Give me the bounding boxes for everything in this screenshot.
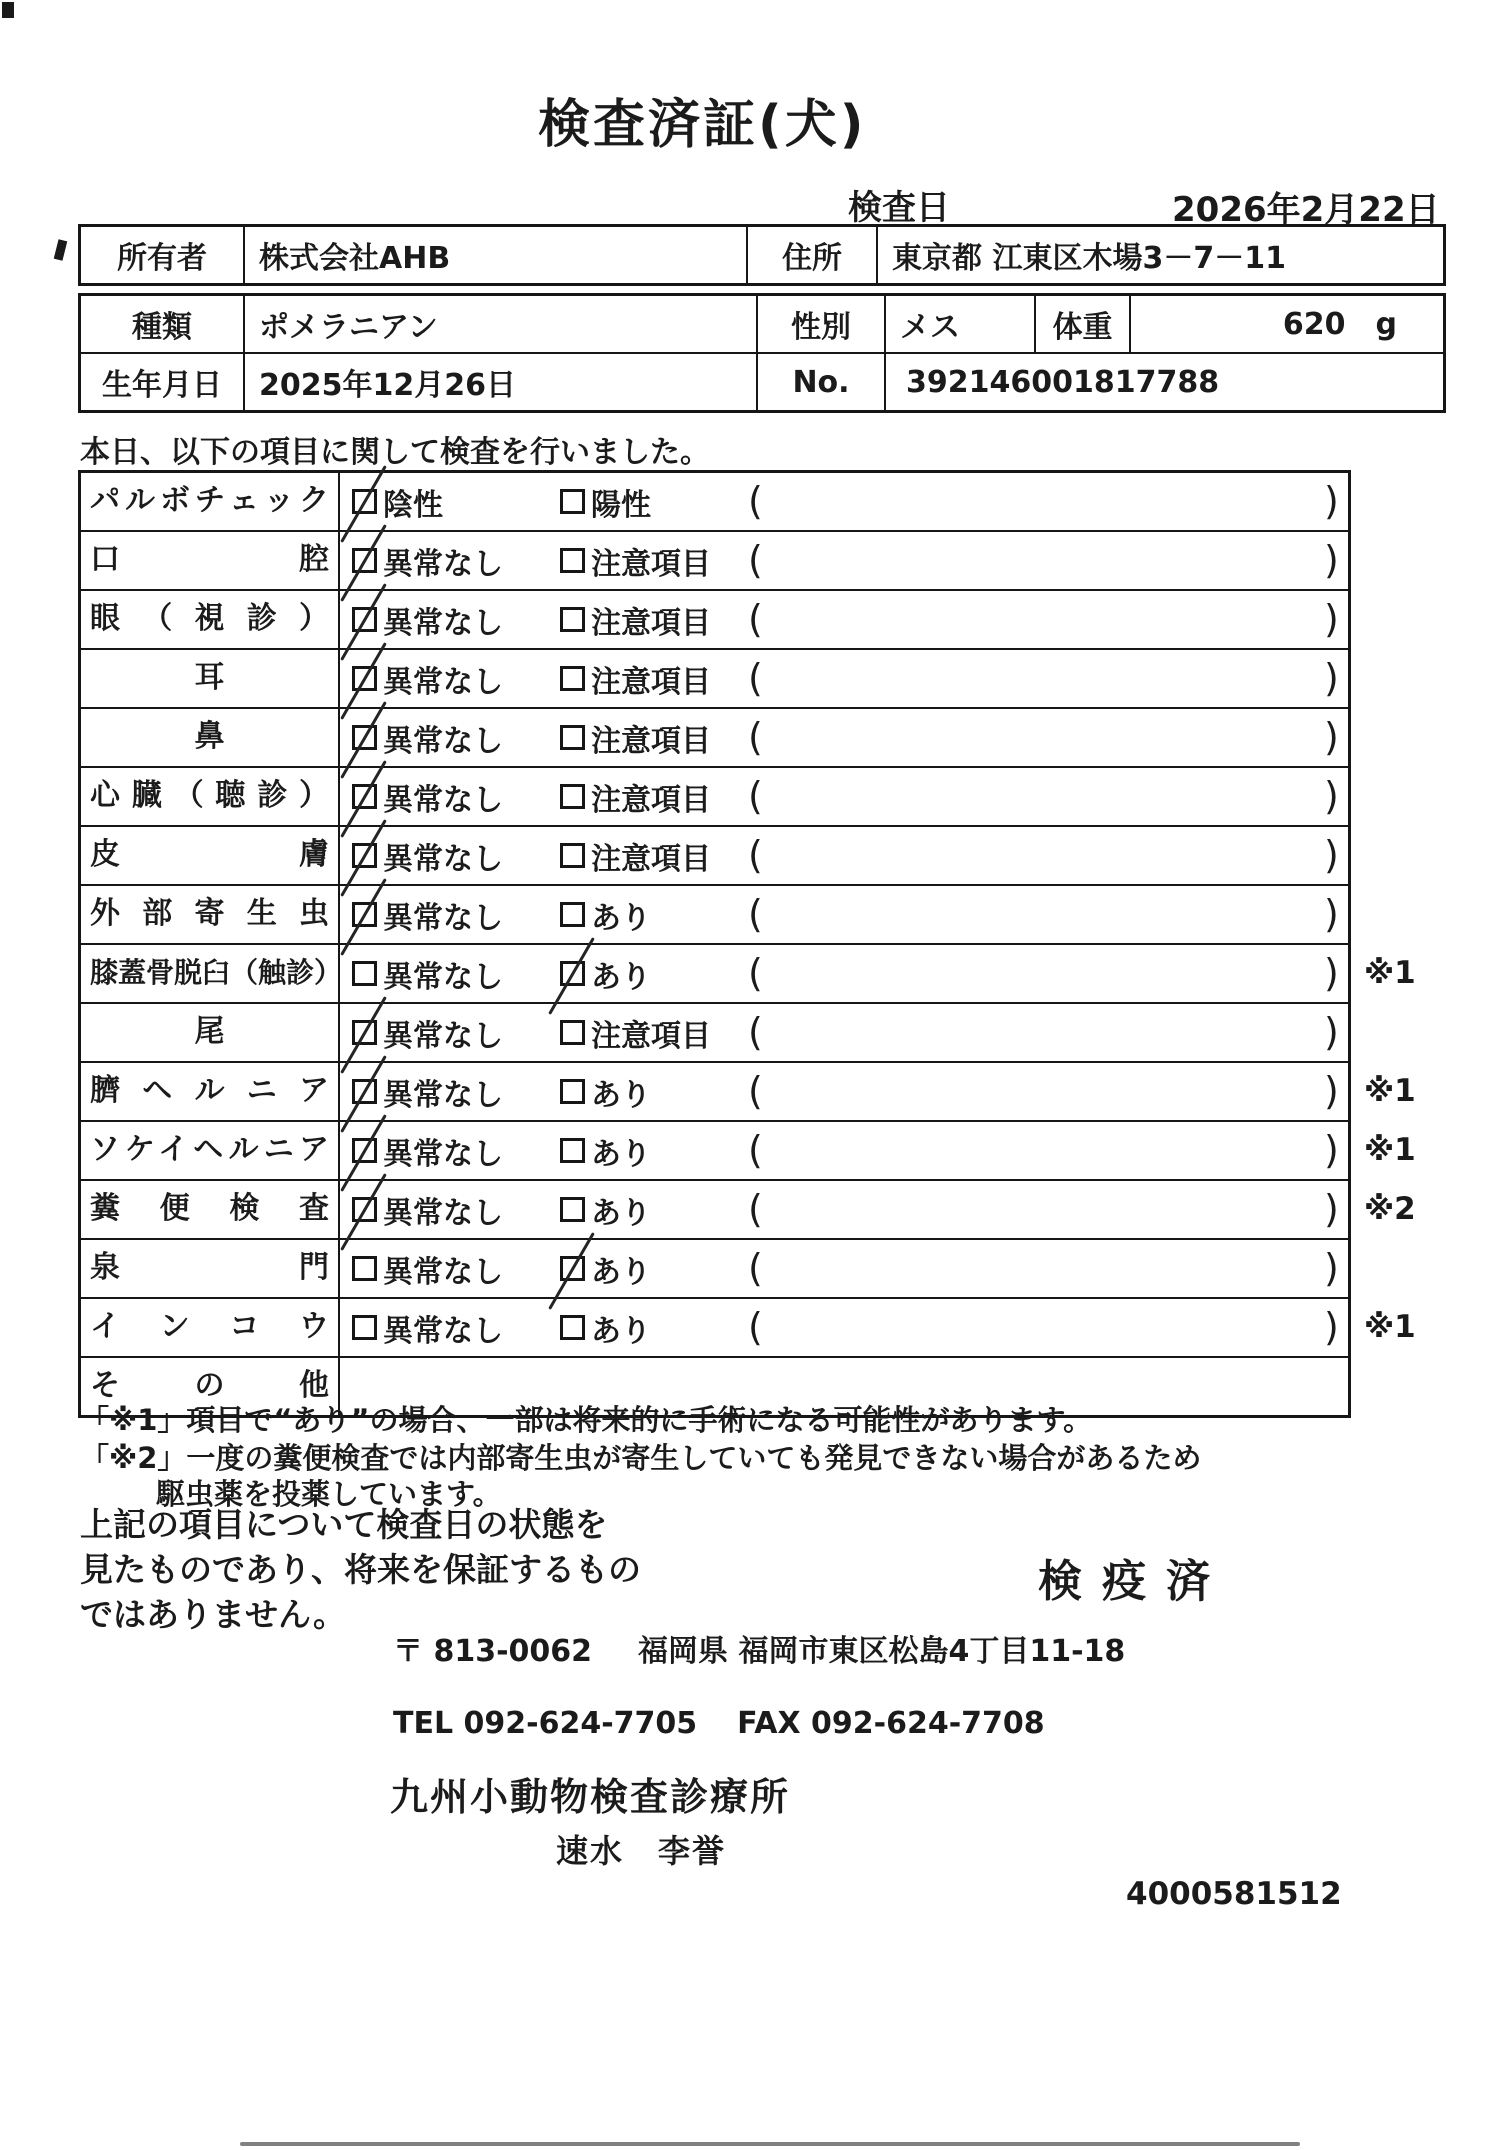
checkbox[interactable] <box>560 1315 585 1340</box>
disclaimer <box>80 1502 641 1637</box>
option-2 <box>560 1240 651 1297</box>
scan-artifact <box>2 2 14 18</box>
checklist-row <box>81 1063 1416 1122</box>
checkbox[interactable] <box>560 548 585 573</box>
paren-open: ( <box>748 892 763 936</box>
item-name: 鼻 <box>81 709 340 766</box>
checklist-row <box>81 1181 1416 1240</box>
owner-name: 株式会社AHB <box>245 227 748 283</box>
option-1 <box>352 1299 503 1356</box>
checkbox[interactable] <box>352 961 377 986</box>
row-options <box>340 650 1348 707</box>
paren-open: ( <box>748 538 763 582</box>
owner-label: 所有者 <box>81 227 245 283</box>
option-label: 注意項目 <box>591 1018 711 1054</box>
owner-table <box>78 224 1446 286</box>
item-name: 皮膚 <box>81 827 340 884</box>
checklist-row <box>81 945 1416 1004</box>
item-name: その他 <box>81 1358 340 1415</box>
option-1 <box>352 532 503 589</box>
item-name: インコウ <box>81 1299 340 1356</box>
scan-artifact <box>54 239 68 261</box>
disclaimer-line: 上記の項目について検査日の状態を <box>80 1505 608 1544</box>
breed-value: ポメラニアン <box>245 296 758 352</box>
option-1 <box>352 473 443 530</box>
item-name: 泉門 <box>81 1240 340 1297</box>
paren-close: ) <box>1324 1187 1339 1231</box>
checkbox[interactable] <box>560 1079 585 1104</box>
serial-number: 4000581512 <box>1126 1876 1342 1912</box>
option-2 <box>560 886 651 943</box>
option-1 <box>352 1122 503 1179</box>
clinic-phone-line <box>393 1706 1045 1741</box>
option-label: 異常なし <box>383 723 503 759</box>
row-options <box>340 1181 1348 1238</box>
fax-number: FAX 092-624-7708 <box>737 1706 1045 1741</box>
option-2 <box>560 945 651 1002</box>
row-options <box>340 591 1348 648</box>
option-label: あり <box>591 1254 651 1290</box>
note-2-line-2: 駆虫薬を投薬しています。 <box>156 1477 502 1511</box>
clinic-address-line <box>393 1626 1125 1670</box>
option-label: 注意項目 <box>591 841 711 877</box>
checklist-row <box>81 532 1348 591</box>
row-remark: ※1 <box>1364 1309 1416 1345</box>
item-name: パルボチェック <box>81 473 340 530</box>
item-name: 眼（視診） <box>81 591 340 648</box>
paren-close: ) <box>1324 538 1339 582</box>
row-options <box>340 1063 1348 1120</box>
option-2 <box>560 1299 651 1356</box>
row-options <box>340 532 1348 589</box>
row-remark: ※1 <box>1364 1073 1416 1109</box>
checklist-row <box>81 1122 1416 1181</box>
row-options <box>340 1122 1348 1179</box>
row-remark: ※1 <box>1364 955 1416 991</box>
number-label: No. <box>758 354 886 410</box>
option-1 <box>352 945 503 1002</box>
paren-close: ) <box>1324 1069 1339 1113</box>
option-1 <box>352 709 503 766</box>
examiner-name: 速水 李誉 <box>556 1832 727 1870</box>
pet-table <box>78 293 1446 413</box>
option-1 <box>352 1181 503 1238</box>
option-2 <box>560 650 711 707</box>
option-2 <box>560 532 711 589</box>
paren-open: ( <box>748 597 763 641</box>
option-label: 注意項目 <box>591 546 711 582</box>
paren-open: ( <box>748 951 763 995</box>
option-label: 異常なし <box>383 1254 503 1290</box>
owner-address-label: 住所 <box>748 227 878 283</box>
checkbox[interactable] <box>352 843 377 868</box>
option-label: 異常なし <box>383 959 503 995</box>
checklist-row <box>81 1240 1348 1299</box>
option-2 <box>560 591 711 648</box>
checkbox[interactable] <box>560 725 585 750</box>
checklist-row <box>81 886 1348 945</box>
option-label: 異常なし <box>383 1077 503 1113</box>
option-label: 陽性 <box>591 487 651 523</box>
inspection-date-value: 2026年2月22日 <box>1172 190 1440 230</box>
paren-close: ) <box>1324 774 1339 818</box>
option-label: 異常なし <box>383 1018 503 1054</box>
paren-open: ( <box>748 1069 763 1113</box>
option-2 <box>560 709 711 766</box>
option-1 <box>352 1240 503 1297</box>
checkbox[interactable] <box>560 843 585 868</box>
row-options <box>340 473 1348 530</box>
pet-row-2 <box>81 352 1443 410</box>
owner-address: 東京都 江東区木場3－7－11 <box>892 241 1286 276</box>
row-options <box>340 886 1348 943</box>
checklist-table <box>78 470 1416 1418</box>
weight-unit: g <box>1375 306 1397 342</box>
option-2 <box>560 1181 651 1238</box>
option-label: 異常なし <box>383 664 503 700</box>
breed-label: 種類 <box>81 296 245 352</box>
paren-open: ( <box>748 479 763 523</box>
option-label: 異常なし <box>383 782 503 818</box>
checkbox[interactable] <box>560 1197 585 1222</box>
paren-close: ) <box>1324 1246 1339 1290</box>
paren-open: ( <box>748 715 763 759</box>
checkbox[interactable] <box>560 607 585 632</box>
option-label: 異常なし <box>383 1313 503 1349</box>
option-2 <box>560 768 711 825</box>
checkbox[interactable] <box>560 666 585 691</box>
option-1 <box>352 768 503 825</box>
intro-sentence: 本日、以下の項目に関して検査を行いました。 <box>80 435 710 470</box>
paren-close: ) <box>1324 833 1339 877</box>
weight-number: 620 <box>1282 306 1346 342</box>
option-label: 異常なし <box>383 1136 503 1172</box>
checkbox[interactable] <box>352 666 377 691</box>
checkbox[interactable] <box>352 607 377 632</box>
disclaimer-line: ではありません。 <box>80 1595 346 1634</box>
checkbox[interactable] <box>352 1256 377 1281</box>
weight-value <box>1131 296 1443 352</box>
page-title: 検査済証(犬) <box>538 95 867 155</box>
checkbox[interactable] <box>352 548 377 573</box>
clinic-name: 九州小動物検査診療所 <box>390 1775 791 1819</box>
option-label: あり <box>591 1313 651 1349</box>
checkbox[interactable] <box>352 725 377 750</box>
item-name: 心臓（聴診） <box>81 768 340 825</box>
checkbox[interactable] <box>352 1315 377 1340</box>
option-2 <box>560 1004 711 1061</box>
option-label: 注意項目 <box>591 605 711 641</box>
option-label: あり <box>591 900 651 936</box>
checkbox[interactable] <box>352 1020 377 1045</box>
paren-open: ( <box>748 1128 763 1172</box>
paren-open: ( <box>748 656 763 700</box>
row-options <box>340 827 1348 884</box>
checklist-row <box>81 709 1348 768</box>
sex-value: メス <box>886 296 1036 352</box>
paren-close: ) <box>1324 1305 1339 1349</box>
checklist-row <box>81 650 1348 709</box>
option-2 <box>560 473 651 530</box>
item-name: ソケイヘルニア <box>81 1122 340 1179</box>
inspection-date-label: 検査日 <box>848 188 950 228</box>
paren-close: ) <box>1324 715 1339 759</box>
checklist-row <box>81 768 1348 827</box>
clinic-address: 福岡県 福岡市東区松島4丁目11-18 <box>638 1634 1126 1669</box>
checklist-row <box>81 1004 1348 1063</box>
option-label: 注意項目 <box>591 664 711 700</box>
option-label: あり <box>591 1077 651 1113</box>
paren-open: ( <box>748 833 763 877</box>
checkbox[interactable] <box>560 1020 585 1045</box>
tel-number: TEL 092-624-7705 <box>393 1706 698 1741</box>
option-2 <box>560 1063 651 1120</box>
option-1 <box>352 591 503 648</box>
sex-label: 性別 <box>758 296 886 352</box>
option-2 <box>560 1122 651 1179</box>
row-options <box>340 709 1348 766</box>
option-1 <box>352 827 503 884</box>
checkbox[interactable] <box>352 1079 377 1104</box>
paren-close: ) <box>1324 951 1339 995</box>
checkbox[interactable] <box>560 489 585 514</box>
checklist-row <box>81 827 1348 886</box>
checklist-row <box>81 591 1348 650</box>
checkbox[interactable] <box>352 489 377 514</box>
item-name: 外部寄生虫 <box>81 886 340 943</box>
checkbox[interactable] <box>560 784 585 809</box>
paren-open: ( <box>748 1246 763 1290</box>
birthdate-value: 2025年12月26日 <box>245 354 758 410</box>
option-label: 注意項目 <box>591 723 711 759</box>
row-remark: ※2 <box>1364 1191 1416 1227</box>
row-options <box>340 1240 1348 1297</box>
option-2 <box>560 827 711 884</box>
weight-label: 体重 <box>1036 296 1131 352</box>
paren-open: ( <box>748 1187 763 1231</box>
owner-row <box>81 227 1443 283</box>
option-label: 注意項目 <box>591 782 711 818</box>
paren-close: ) <box>1324 1128 1339 1172</box>
paren-close: ) <box>1324 479 1339 523</box>
checkbox[interactable] <box>560 902 585 927</box>
option-label: 陰性 <box>383 487 443 523</box>
note-1: 「※1」項目で“あり”の場合、一部は将来的に手術になる可能性があります。 <box>80 1403 1093 1437</box>
item-name: 膝蓋骨脱臼（触診） <box>81 945 340 1002</box>
paren-open: ( <box>748 774 763 818</box>
checkbox[interactable] <box>352 1197 377 1222</box>
checkbox[interactable] <box>352 784 377 809</box>
item-name: 尾 <box>81 1004 340 1061</box>
birthdate-label: 生年月日 <box>81 354 245 410</box>
pet-row-1 <box>81 296 1443 352</box>
checkbox[interactable] <box>352 902 377 927</box>
row-options <box>340 1004 1348 1061</box>
paren-open: ( <box>748 1010 763 1054</box>
option-label: 異常なし <box>383 841 503 877</box>
row-options <box>340 945 1348 1002</box>
option-label: あり <box>591 1195 651 1231</box>
option-1 <box>352 886 503 943</box>
checkbox[interactable] <box>560 1256 585 1281</box>
checkbox[interactable] <box>560 1138 585 1163</box>
checkbox[interactable] <box>352 1138 377 1163</box>
option-label: 異常なし <box>383 1195 503 1231</box>
paren-close: ) <box>1324 597 1339 641</box>
note-2-line-1: 「※2」一度の糞便検査では内部寄生虫が寄生していても発見できない場合があるため <box>80 1441 1202 1475</box>
row-remark: ※1 <box>1364 1132 1416 1168</box>
option-label: あり <box>591 959 651 995</box>
scan-artifact <box>240 2142 1300 2146</box>
option-label: 異常なし <box>383 900 503 936</box>
option-label: 異常なし <box>383 605 503 641</box>
row-options <box>340 1299 1348 1356</box>
item-name: 口腔 <box>81 532 340 589</box>
paren-open: ( <box>748 1305 763 1349</box>
option-label: あり <box>591 1136 651 1172</box>
option-1 <box>352 650 503 707</box>
checklist-row <box>81 473 1348 532</box>
number-value: 392146001817788 <box>906 364 1220 400</box>
paren-close: ) <box>1324 892 1339 936</box>
disclaimer-line: 見たものであり、将来を保証するもの <box>80 1550 641 1589</box>
item-name: 糞便検査 <box>81 1181 340 1238</box>
item-name: 臍ヘルニア <box>81 1063 340 1120</box>
checkbox[interactable] <box>560 961 585 986</box>
paren-close: ) <box>1324 656 1339 700</box>
quarantine-stamp: 検疫済 <box>1038 1556 1230 1607</box>
paren-close: ) <box>1324 1010 1339 1054</box>
postal-code: 〒 813-0062 <box>393 1634 593 1669</box>
option-label: 異常なし <box>383 546 503 582</box>
option-1 <box>352 1004 503 1061</box>
item-name: 耳 <box>81 650 340 707</box>
option-1 <box>352 1063 503 1120</box>
checklist-row <box>81 1299 1416 1358</box>
row-options <box>340 768 1348 825</box>
